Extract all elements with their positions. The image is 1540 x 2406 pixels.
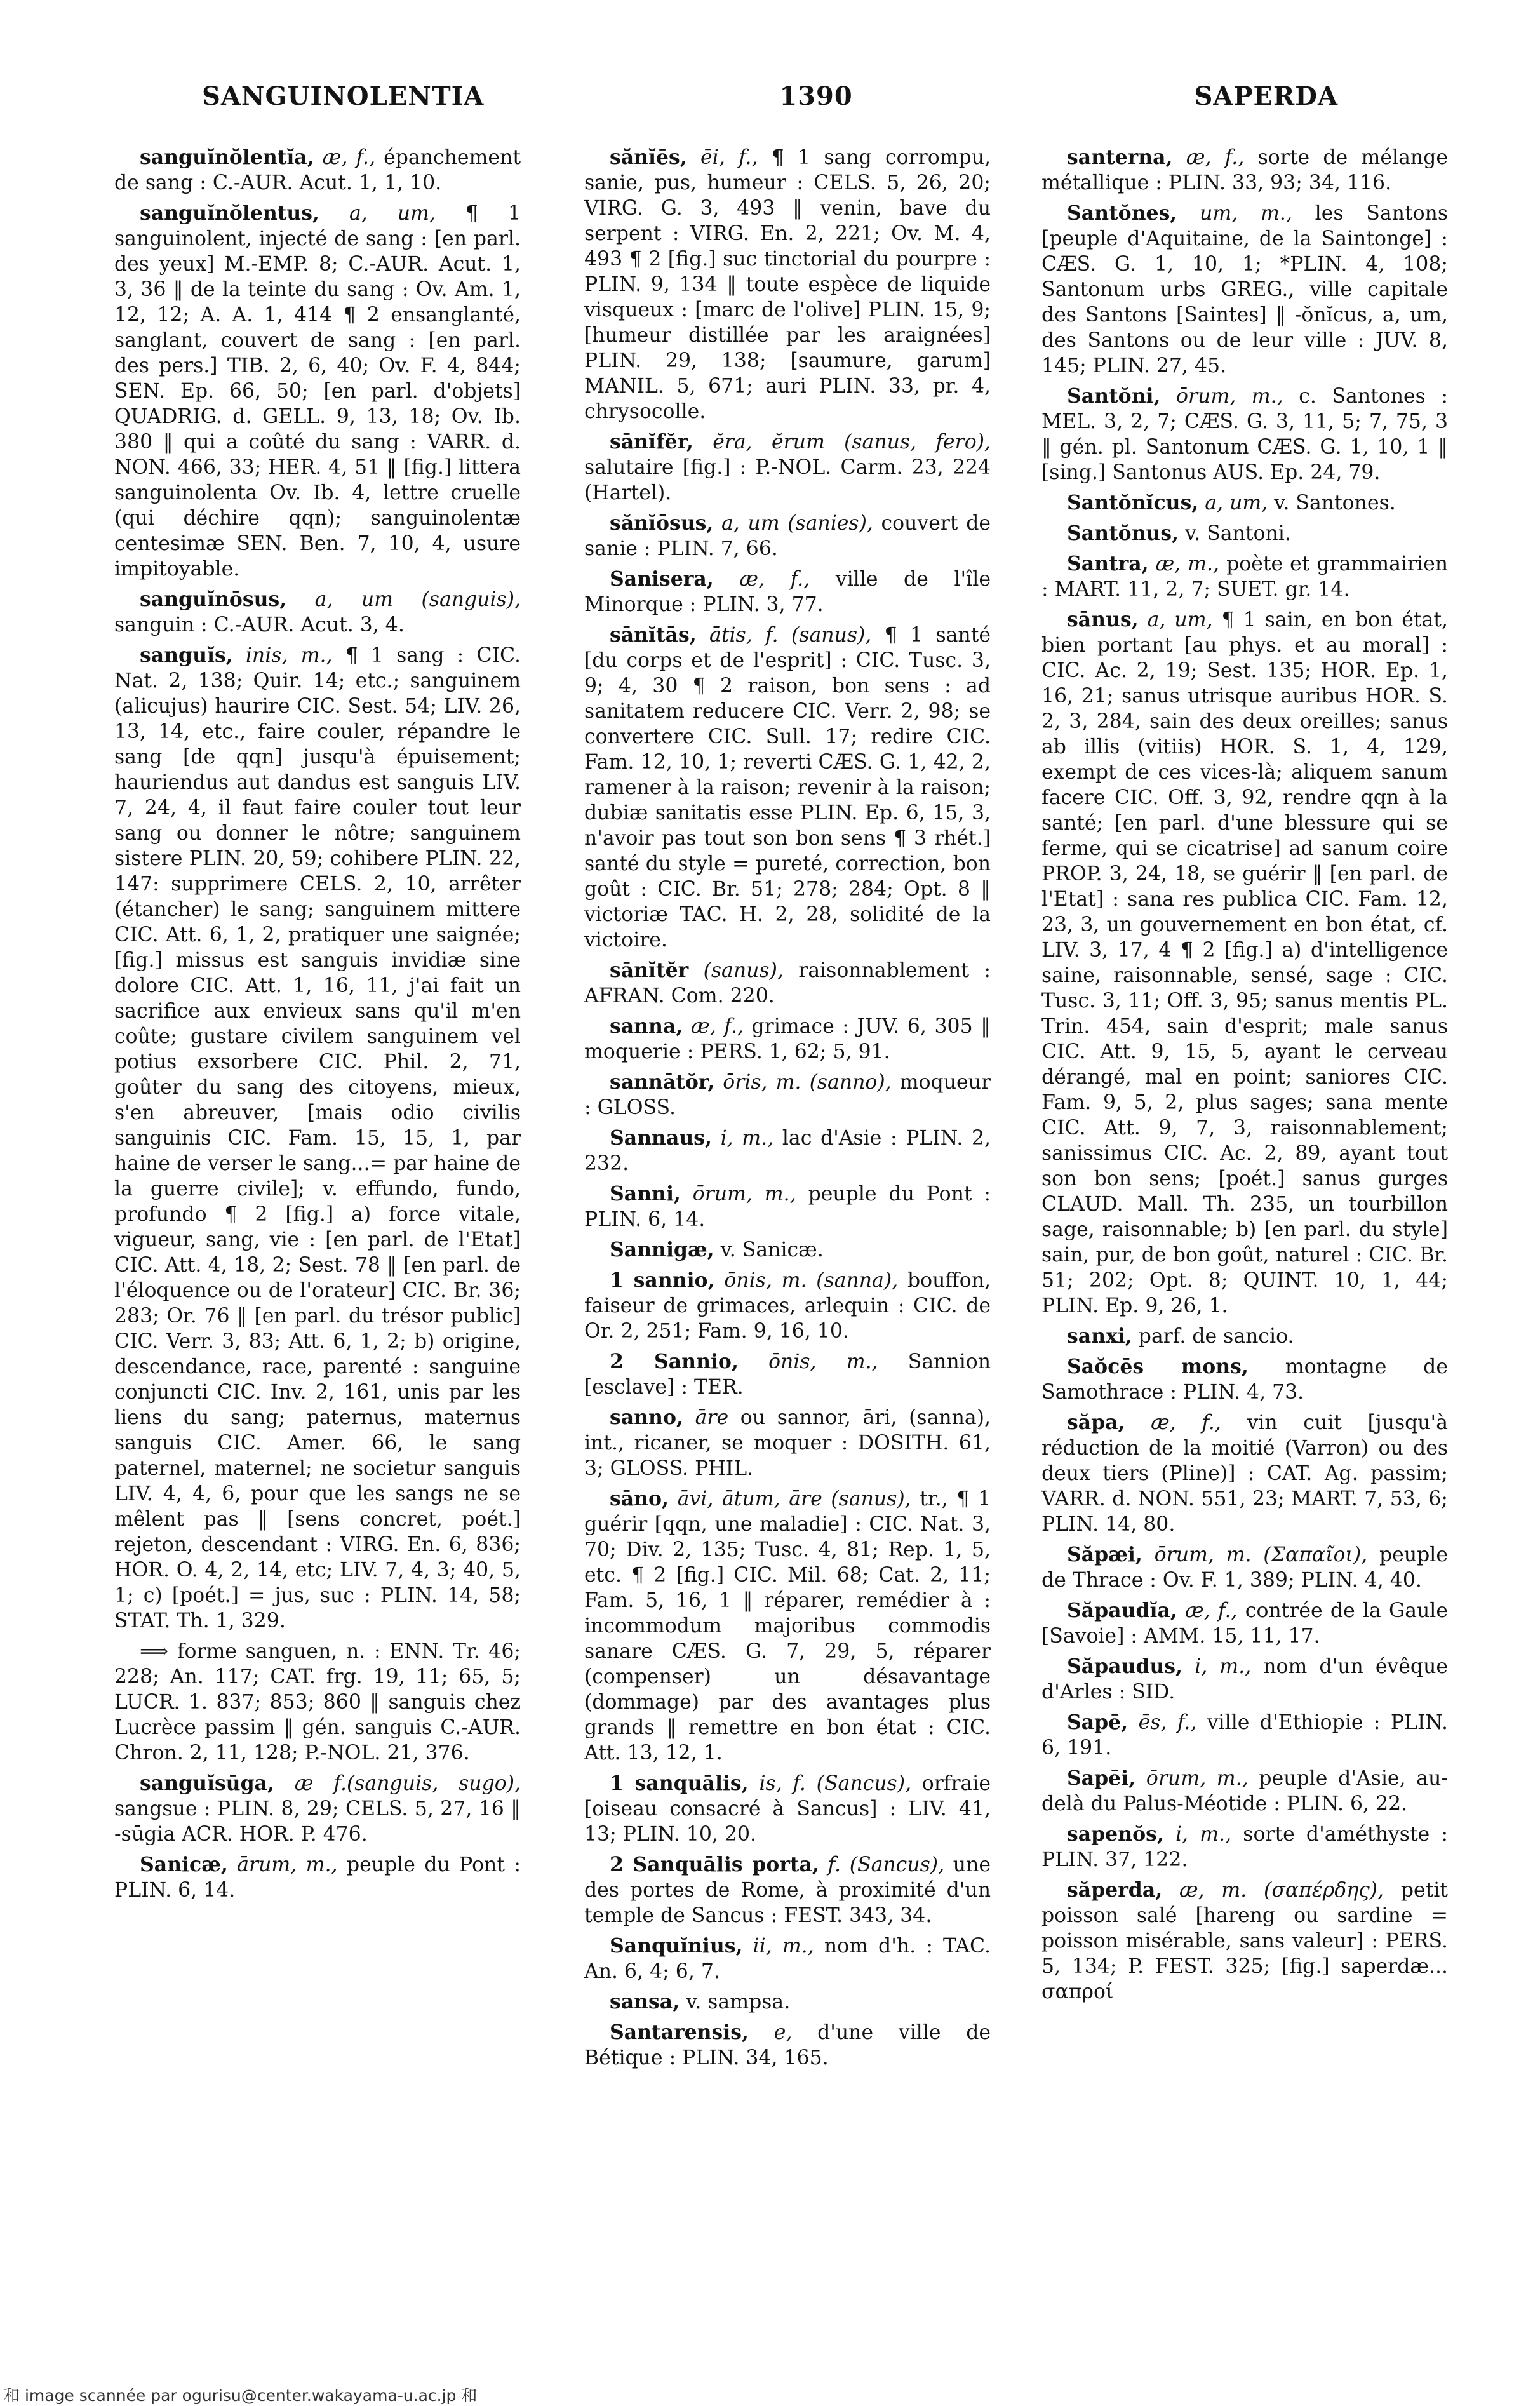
entry-definition: v. sampsa. — [686, 1991, 791, 2013]
entry-grammar: a, um, — [1147, 608, 1213, 631]
entry-definition: ¶ 1 santé [du corps et de l'esprit] : CIC. Tusc. 3, 9; 4, 30 ¶ 2 raison, bon sens : ad sanitatem reducere CIC. Verr. 2, 98; se convertere CIC. Sull. 17; redire CIC. Fam. 12, 10, 1; reverti CÆS. G. 1, 42, 2, ramener à la raison; revenir à la raison; dubiæ sanitatis esse PLIN. Ep. 6, 15, 3, n'avoir pas tout son bon sens ¶ 3 rhét.] santé du style = pureté, correction, bon goût : CIC. Br. 51; 278; 284; Opt. 8 ‖ victoriæ TAC. H. 2, 28, solidité de la victoire. — [584, 624, 991, 951]
dictionary-entry — [1041, 1354, 1448, 1405]
entry-grammar: ĕra, ĕrum (sanus, fero), — [713, 431, 991, 454]
entry-headword: sānĭfĕr, — [610, 430, 693, 454]
entry-grammar: i, m., — [720, 1127, 774, 1150]
dictionary-entry — [584, 1126, 991, 1176]
entry-definition: ¶ 1 sang : CIC. Nat. 2, 138; Quir. 14; etc.; sanguinem (alicujus) haurire CIC. Sest. 54; LIV. 26, 13, 14, etc., faire couler, répandre le sang [de qqn] jusqu'à épuisement; hauriendus aut dandus est sanguis LIV. 7, 24, 4, il faut faire couler tout leur sang ou donner le nôtre; sanguinem sistere PLIN. 20, 59; cohibere PLIN. 22, 147: supprimere CELS. 2, 10, arrêter (étancher) le sang; sanguinem mittere CIC. Att. 6, 1, 2, pratiquer une saignée; [fig.] missus est sanguis invidiæ sine dolore CIC. Att. 1, 16, 11, j'ai fait un sacrifice aux envieux sans qu'il m'en coûte; gustare civilem sanguinem vel potius exsorbere CIC. Phil. 2, 71, goûter du sang des citoyens, mieux, s'en abreuver, [mais odio civilis sanguinis CIC. Fam. 15, 15, 1, par haine de verser le sang...= par haine de la guerre civile]; v. effundo, fundo, profundo ¶ 2 [fig.] a) force vitale, vigueur, sang, vie : [en parl. de l'Etat] CIC. Att. 4, 18, 2; Sest. 78 ‖ [en parl. de l'éloquence ou de l'orateur] CIC. Br. 36; 283; Or. 76 ‖ [en parl. du trésor public] CIC. Verr. 3, 83; Att. 6, 1, 2; b) origine, descendance, race, parenté : sanguine conjuncti CIC. Inv. 2, 161, unis par les liens du sang; paternus, maternus sanguis CIC. Amer. 66, le sang paternel, maternel; ne societur sanguis LIV. 4, 4, 6, pour que les sangs ne se mêlent pas ‖ [sens concret, poét.] rejeton, descendant : VIRG. En. 6, 836; HOR. O. 4, 2, 14, etc; LIV. 7, 4, 3; 40, 5, 1; c) [poét.] = jus, suc : PLIN. 14, 58; STAT. Th. 1, 329. — [114, 644, 521, 1632]
dictionary-entry — [114, 145, 521, 196]
dictionary-entry — [1041, 1410, 1448, 1537]
dictionary-entry — [1041, 1542, 1448, 1593]
entry-headword: sanno, — [610, 1406, 683, 1429]
dictionary-entry — [1041, 551, 1448, 602]
page-number: 1390 — [779, 81, 853, 111]
entry-grammar: æ, f., — [1186, 146, 1245, 169]
entry-headword: sāno, — [610, 1487, 669, 1510]
entry-grammar: ōnis, m. (sanna), — [724, 1269, 899, 1292]
entry-headword: 1 sannio, — [610, 1268, 715, 1292]
entry-definition: v. Sanicæ. — [720, 1239, 824, 1261]
dictionary-entry — [114, 201, 521, 582]
entry-definition: épanchement de sang : C.-AUR. Acut. 1, 1, 10. — [114, 146, 521, 194]
entry-definition: nom d'un évêque d'Arles : SID. — [1041, 1655, 1448, 1704]
entry-definition: petit poisson salé [hareng ou sardine = poisson misérable, sans valeur] : PERS. 5, 134; P. FEST. 325; [fig.] saperdæ... σαπροί — [1041, 1879, 1448, 2003]
entry-headword: sanna, — [610, 1014, 683, 1038]
entry-headword: Sapēi, — [1067, 1766, 1136, 1790]
entry-definition: sangsue : PLIN. 8, 29; CELS. 5, 27, 16 ‖ -sūgia ACR. HOR. P. 476. — [114, 1798, 521, 1846]
entry-definition: Sannion [esclave] : TER. — [584, 1350, 991, 1399]
entry-definition: peuple d'Asie, au-delà du Palus-Méotide : PLIN. 6, 22. — [1041, 1767, 1448, 1815]
entry-headword: sanguĭnōsus, — [140, 588, 287, 611]
entry-headword: Santŏnus, — [1067, 521, 1179, 545]
entry-headword: Sanni, — [610, 1182, 681, 1206]
entry-grammar: a, um, — [349, 202, 436, 225]
entry-grammar: æ, f., — [739, 568, 810, 591]
entry-definition: montagne de Samothrace : PLIN. 4, 73. — [1041, 1355, 1448, 1404]
dictionary-entry — [1041, 1766, 1448, 1817]
entry-grammar: ōnis, m., — [768, 1350, 878, 1373]
entry-grammar: āvi, ātum, āre (sanus), — [677, 1488, 911, 1510]
entry-definition: ville d'Ethiopie : PLIN. 6, 191. — [1041, 1711, 1448, 1759]
dictionary-entry — [584, 1014, 991, 1065]
dictionary-entry — [584, 1989, 991, 2015]
entry-definition: peuple de Thrace : Ov. F. 1, 389; PLIN. 4, 40. — [1041, 1543, 1448, 1592]
dictionary-entry — [1041, 201, 1448, 379]
entry-definition: couvert de sanie : PLIN. 7, 66. — [584, 512, 991, 560]
entry-grammar: æ, m. (σαπέρδης), — [1179, 1879, 1384, 1902]
entry-definition: ou sannor, āri, (sanna), int., ricaner, se moquer : DOSITH. 61, 3; GLOSS. PHIL. — [584, 1406, 991, 1480]
entry-grammar: i, m., — [1195, 1655, 1252, 1678]
entry-headword: sanxi, — [1067, 1324, 1132, 1348]
dictionary-entry — [584, 567, 991, 617]
entry-headword: sānus, — [1067, 608, 1139, 631]
entry-headword: 2 Sannio, — [610, 1350, 739, 1373]
entry-grammar: ōrum, m., — [1146, 1767, 1249, 1790]
entry-headword: sănĭēs, — [610, 145, 687, 169]
entry-definition: sanguin : C.-AUR. Acut. 3, 4. — [114, 614, 405, 636]
entry-definition: lac d'Asie : PLIN. 2, 232. — [584, 1127, 991, 1175]
entry-definition: ¶ 1 sang corrompu, sanie, pus, humeur : CELS. 5, 26, 20; VIRG. G. 3, 493 ‖ venin, bave du serpent : VIRG. En. 2, 221; Ov. M. 4, 493 ¶ 2 [fig.] suc tinctorial du pourpre : PLIN. 9, 134 ‖ toute espèce de liquide visqueux : [marc de l'olive] PLIN. 15, 9; [humeur distillée par les araignées] PLIN. 29, 138; [saumure, garum] MANIL. 5, 671; auri PLIN. 33, pr. 4, chrysocolle. — [584, 146, 991, 423]
entry-grammar: æ f.(sanguis, sugo), — [294, 1772, 521, 1795]
entry-grammar: i, m., — [1175, 1823, 1232, 1846]
entry-grammar: ōrum, m., — [692, 1183, 796, 1206]
entry-definition: ¶ 1 sanguinolent, injecté de sang : [en parl. des yeux] M.-EMP. 8; C.-AUR. Acut. 1, 3, 36 ‖ de la teinte du sang : Ov. Am. 1, 12, 12; A. A. 1, 414 ¶ 2 ensanglanté, sanglant, couvert de sang : [en parl. des pers.] TIB. 2, 6, 40; Ov. F. 4, 844; SEN. Ep. 66, 50; [en parl. d'objets] QUADRIG. d. GELL. 9, 13, 18; Ov. Ib. 380 ‖ qui a coûté du sang : VARR. d. NON. 466, 33; HER. 4, 51 ‖ [fig.] littera sanguinolenta Ov. Ib. 4, lettre cruelle (qui déchire qqn); sanguinolentæ centesimæ SEN. Ben. 7, 10, 4, usure impitoyable. — [114, 202, 521, 581]
entry-headword: sapenŏs, — [1067, 1822, 1164, 1846]
dictionary-entry — [584, 1181, 991, 1232]
entry-grammar: a, um, — [1205, 492, 1268, 514]
dictionary-entry — [584, 1771, 991, 1847]
column-right — [1041, 145, 1448, 2323]
entry-definition: nom d'h. : TAC. An. 6, 4; 6, 7. — [584, 1935, 991, 1983]
entry-headword: sănĭōsus, — [610, 511, 714, 535]
entry-grammar: æ, f., — [691, 1015, 744, 1038]
entry-definition: bouffon, faiseur de grimaces, arlequin : CIC. de Or. 2, 251; Fam. 9, 16, 10. — [584, 1269, 991, 1343]
page-header — [0, 81, 1540, 126]
entry-definition: v. Santones. — [1274, 492, 1396, 514]
entry-headword: sānĭtās, — [610, 623, 697, 647]
dictionary-entry — [1041, 490, 1448, 516]
entry-grammar: ōris, m. (sanno), — [723, 1071, 892, 1094]
entry-grammar: inis, m., — [245, 644, 333, 667]
page-footer — [0, 2383, 1540, 2406]
entry-headword: Santŏni, — [1067, 384, 1161, 408]
entry-definition: grimace : JUV. 6, 305 ‖ moquerie : PERS. 1, 62; 5, 91. — [584, 1015, 991, 1063]
entry-headword: Sannaus, — [610, 1126, 712, 1150]
dictionary-entry — [584, 1852, 991, 1928]
dictionary-entry — [114, 587, 521, 638]
entry-definition: poète et grammairien : MART. 11, 2, 7; SUET. gr. 14. — [1041, 553, 1448, 601]
entry-headword: sanguĭnŏlentĭa, — [140, 145, 314, 169]
dictionary-entry — [584, 622, 991, 953]
entry-grammar: a, um (sanguis), — [314, 588, 521, 611]
entry-definition: c. Santones : MEL. 3, 2, 7; CÆS. G. 3, 11, 5; 7, 75, 3 ‖ gén. pl. Santonum CÆS. G. 1, 10, 1 ‖ [sing.] Santonus AUS. Ep. 24, 79. — [1041, 385, 1448, 484]
entry-grammar: æ, f., — [322, 146, 376, 169]
entry-definition: contrée de la Gaule [Savoie] : AMM. 15, 11, 17. — [1041, 1599, 1448, 1648]
entry-headword: 1 sanquālis, — [610, 1771, 749, 1795]
entry-definition: raisonnablement : AFRAN. Com. 220. — [584, 959, 991, 1007]
dictionary-entry — [1041, 1324, 1448, 1349]
entry-grammar: æ, m., — [1155, 553, 1220, 575]
dictionary-entry — [584, 429, 991, 506]
entry-definition: v. Santoni. — [1185, 522, 1291, 545]
scan-credit: 和 image scannée par ogurisu@center.wakayama-u.ac.jp 和 — [4, 2386, 478, 2405]
entry-grammar: ēs, f., — [1138, 1711, 1197, 1734]
running-head-right: SAPERDA — [1194, 81, 1338, 111]
dictionary-entry — [1041, 145, 1448, 196]
dictionary-entry — [114, 643, 521, 1634]
dictionary-entry — [584, 1349, 991, 1400]
dictionary-entry — [1041, 1654, 1448, 1705]
entry-grammar: ārum, m., — [237, 1853, 338, 1876]
dictionary-entry — [584, 1933, 991, 1984]
entry-headword: Santŏnes, — [1067, 201, 1177, 225]
entry-headword: sanguĭsūga, — [140, 1771, 274, 1795]
entry-definition: orfraie [oiseau consacré à Sancus] : LIV. 41, 13; PLIN. 10, 20. — [584, 1772, 991, 1846]
entry-definition: ville de l'île Minorque : PLIN. 3, 77. — [584, 568, 991, 616]
dictionary-entry — [1041, 521, 1448, 546]
entry-headword: sannātŏr, — [610, 1070, 715, 1094]
dictionary-entry — [114, 1639, 521, 1766]
running-head-left: SANGUINOLENTIA — [202, 81, 485, 111]
entry-definition: ¶ 1 sain, en bon état, bien portant [au phys. et au moral] : CIC. Ac. 2, 19; Sest. 135; HOR. Ep. 1, 16, 21; sanus utrisque auribus HOR. S. 2, 3, 284, sain des deux oreilles; sanus ab illis (vitiis) HOR. S. 1, 4, 129, exempt de ces vices-là; aliquem sanum facere CIC. Off. 3, 92, rendre qqn à la santé; [en parl. d'une blessure qui se ferme, qui se cicatrise] ad sanum coire PROP. 3, 24, 18, se guérir ‖ [en parl. de l'Etat] : sana res publica CIC. Fam. 12, 23, 3, un gouvernement en bon état, cf. LIV. 3, 17, 4 ¶ 2 [fig.] a) d'intelligence saine, raisonnable, sensé, sage : CIC. Tusc. 3, 11; Off. 3, 95; sanus mentis PL. Trin. 454, sain d'esprit; male sanus CIC. Att. 9, 15, 5, ayant le cerveau dérangé, mal en point; saniores CIC. Fam. 9, 5, 2, plus sages; sana mente CIC. Att. 9, 7, 3, raisonnablement; sanissimus CIC. Ac. 2, 89, ayant tout son bon sens; [poét.] sanus gurges CLAUD. Mall. Th. 235, un tourbillon sage, raisonnable; b) [en parl. du style] sain, pur, de bon goût, naturel : CIC. Br. 51; 202; Opt. 8; QUINT. 10, 1, 44; PLIN. Ep. 9, 26, 1. — [1041, 608, 1448, 1317]
dictionary-entry — [1041, 607, 1448, 1319]
dictionary-entry — [584, 145, 991, 424]
dictionary-entry — [584, 511, 991, 561]
entry-headword: santerna, — [1067, 145, 1173, 169]
entry-grammar: ii, m., — [753, 1935, 814, 1958]
dictionary-entry — [1041, 1598, 1448, 1649]
entry-headword: Sannigæ, — [610, 1238, 714, 1261]
entry-grammar: āre — [695, 1406, 729, 1429]
dictionary-entry — [584, 1070, 991, 1120]
entry-grammar: ēi, f., — [700, 146, 758, 169]
entry-definition: salutaire [fig.] : P.-NOL. Carm. 23, 224 (Hartel). — [584, 456, 991, 504]
entry-headword: Sanquĭnius, — [610, 1934, 743, 1958]
entry-headword: Sanisera, — [610, 567, 714, 591]
entry-headword: Saŏcēs mons, — [1067, 1355, 1249, 1378]
entry-headword: Săpaudus, — [1067, 1655, 1183, 1678]
dictionary-entry — [1041, 1822, 1448, 1872]
entry-headword: săpa, — [1067, 1411, 1125, 1434]
entry-headword: sansa, — [610, 1990, 680, 2013]
dictionary-entry — [584, 958, 991, 1009]
entry-headword: sanguĭnŏlentus, — [140, 201, 319, 225]
entry-grammar: a, um (sanies), — [721, 512, 873, 535]
dictionary-entry — [584, 2020, 991, 2071]
entry-definition: ⟹ forme sanguen, n. : ENN. Tr. 46; 228; An. 117; CAT. frg. 19, 11; 65, 5; LUCR. 1. 837; 853; 860 ‖ sanguis chez Lucrèce passim ‖ gén. sanguis C.-AUR. Chron. 2, 11, 128; P.-NOL. 21, 376. — [114, 1640, 521, 1764]
column-middle — [584, 145, 991, 2323]
dictionary-entry — [114, 1852, 521, 1903]
entry-definition: les Santons [peuple d'Aquitaine, de la Saintonge] : CÆS. G. 1, 10, 1; *PLIN. 4, 108; Santonum urbs GREG., ville capitale des Santons [Saintes] ‖ -ŏnĭcus, a, um, des Santons ou de leur ville : JUV. 8, 145; PLIN. 27, 45. — [1041, 202, 1448, 377]
entry-grammar: is, f. (Sancus), — [759, 1772, 912, 1795]
entry-definition: d'une ville de Bétique : PLIN. 34, 165. — [584, 2021, 991, 2069]
entry-headword: Santŏnĭcus, — [1067, 491, 1199, 514]
entry-grammar: f. (Sancus), — [827, 1853, 945, 1876]
dictionary-entry — [1041, 1878, 1448, 2005]
dictionary-entry — [584, 1268, 991, 1344]
entry-headword: Săpæi, — [1067, 1543, 1142, 1566]
dictionary-entry — [1041, 1710, 1448, 1761]
entry-grammar: ātis, f. (sanus), — [709, 624, 872, 647]
entry-headword: 2 Sanquālis porta, — [610, 1853, 819, 1876]
entry-grammar: (sanus), — [703, 959, 784, 982]
dictionary-entry — [584, 1237, 991, 1263]
entry-definition: sorte de mélange métallique : PLIN. 33, 93; 34, 116. — [1041, 146, 1448, 194]
entry-definition: peuple du Pont : PLIN. 6, 14. — [114, 1853, 521, 1902]
entry-grammar: æ, f., — [1151, 1411, 1221, 1434]
dictionary-entry — [584, 1486, 991, 1766]
entry-definition: sorte d'améthyste : PLIN. 37, 122. — [1041, 1823, 1448, 1871]
entry-grammar: ōrum, m. (Σαπαῖοι), — [1154, 1543, 1368, 1566]
entry-definition: une des portes de Rome, à proximité d'un temple de Sancus : FEST. 343, 34. — [584, 1853, 991, 1927]
entry-grammar: um, m., — [1200, 202, 1292, 225]
entry-grammar: æ, f., — [1185, 1599, 1238, 1622]
entry-definition: vin cuit [jusqu'à réduction de la moitié (Varron) ou des deux tiers (Pline)] : CAT. Ag. passim; VARR. d. NON. 551, 23; MART. 7, 53, 6; PLIN. 14, 80. — [1041, 1411, 1448, 1536]
entry-headword: Santra, — [1067, 552, 1149, 575]
dictionary-entry — [584, 1405, 991, 1481]
entry-headword: săperda, — [1067, 1878, 1163, 1902]
entry-headword: Sapē, — [1067, 1710, 1128, 1734]
entry-headword: sānĭtĕr — [610, 958, 689, 982]
entry-definition: moqueur : GLOSS. — [584, 1071, 991, 1119]
entry-headword: Sanicæ, — [140, 1853, 228, 1876]
entry-grammar: e, — [773, 2021, 793, 2044]
entry-headword: Săpaudĭa, — [1067, 1599, 1177, 1622]
entry-grammar: ōrum, m., — [1176, 385, 1283, 408]
entry-headword: Santarensis, — [610, 2020, 749, 2044]
entry-headword: sanguĭs, — [140, 643, 233, 667]
entry-definition: tr., ¶ 1 guérir [qqn, une maladie] : CIC. Nat. 3, 70; Div. 2, 135; Tusc. 4, 81; Rep. 1, 5, etc. ¶ 2 [fig.] CIC. Mil. 68; Cat. 2, 11; Fam. 5, 16, 1 ‖ réparer, remédier à : incommodum majoribus commodis sanare CÆS. G. 7, 29, 5, réparer (compenser) un désavantage (dommage) par des avantages plus grands ‖ remettre en bon état : CIC. Att. 13, 12, 1. — [584, 1488, 991, 1764]
column-left — [114, 145, 521, 2323]
entry-definition: peuple du Pont : PLIN. 6, 14. — [584, 1183, 991, 1231]
dictionary-entry — [114, 1771, 521, 1847]
dictionary-entry — [1041, 384, 1448, 485]
entry-definition: parf. de sancio. — [1138, 1325, 1294, 1348]
